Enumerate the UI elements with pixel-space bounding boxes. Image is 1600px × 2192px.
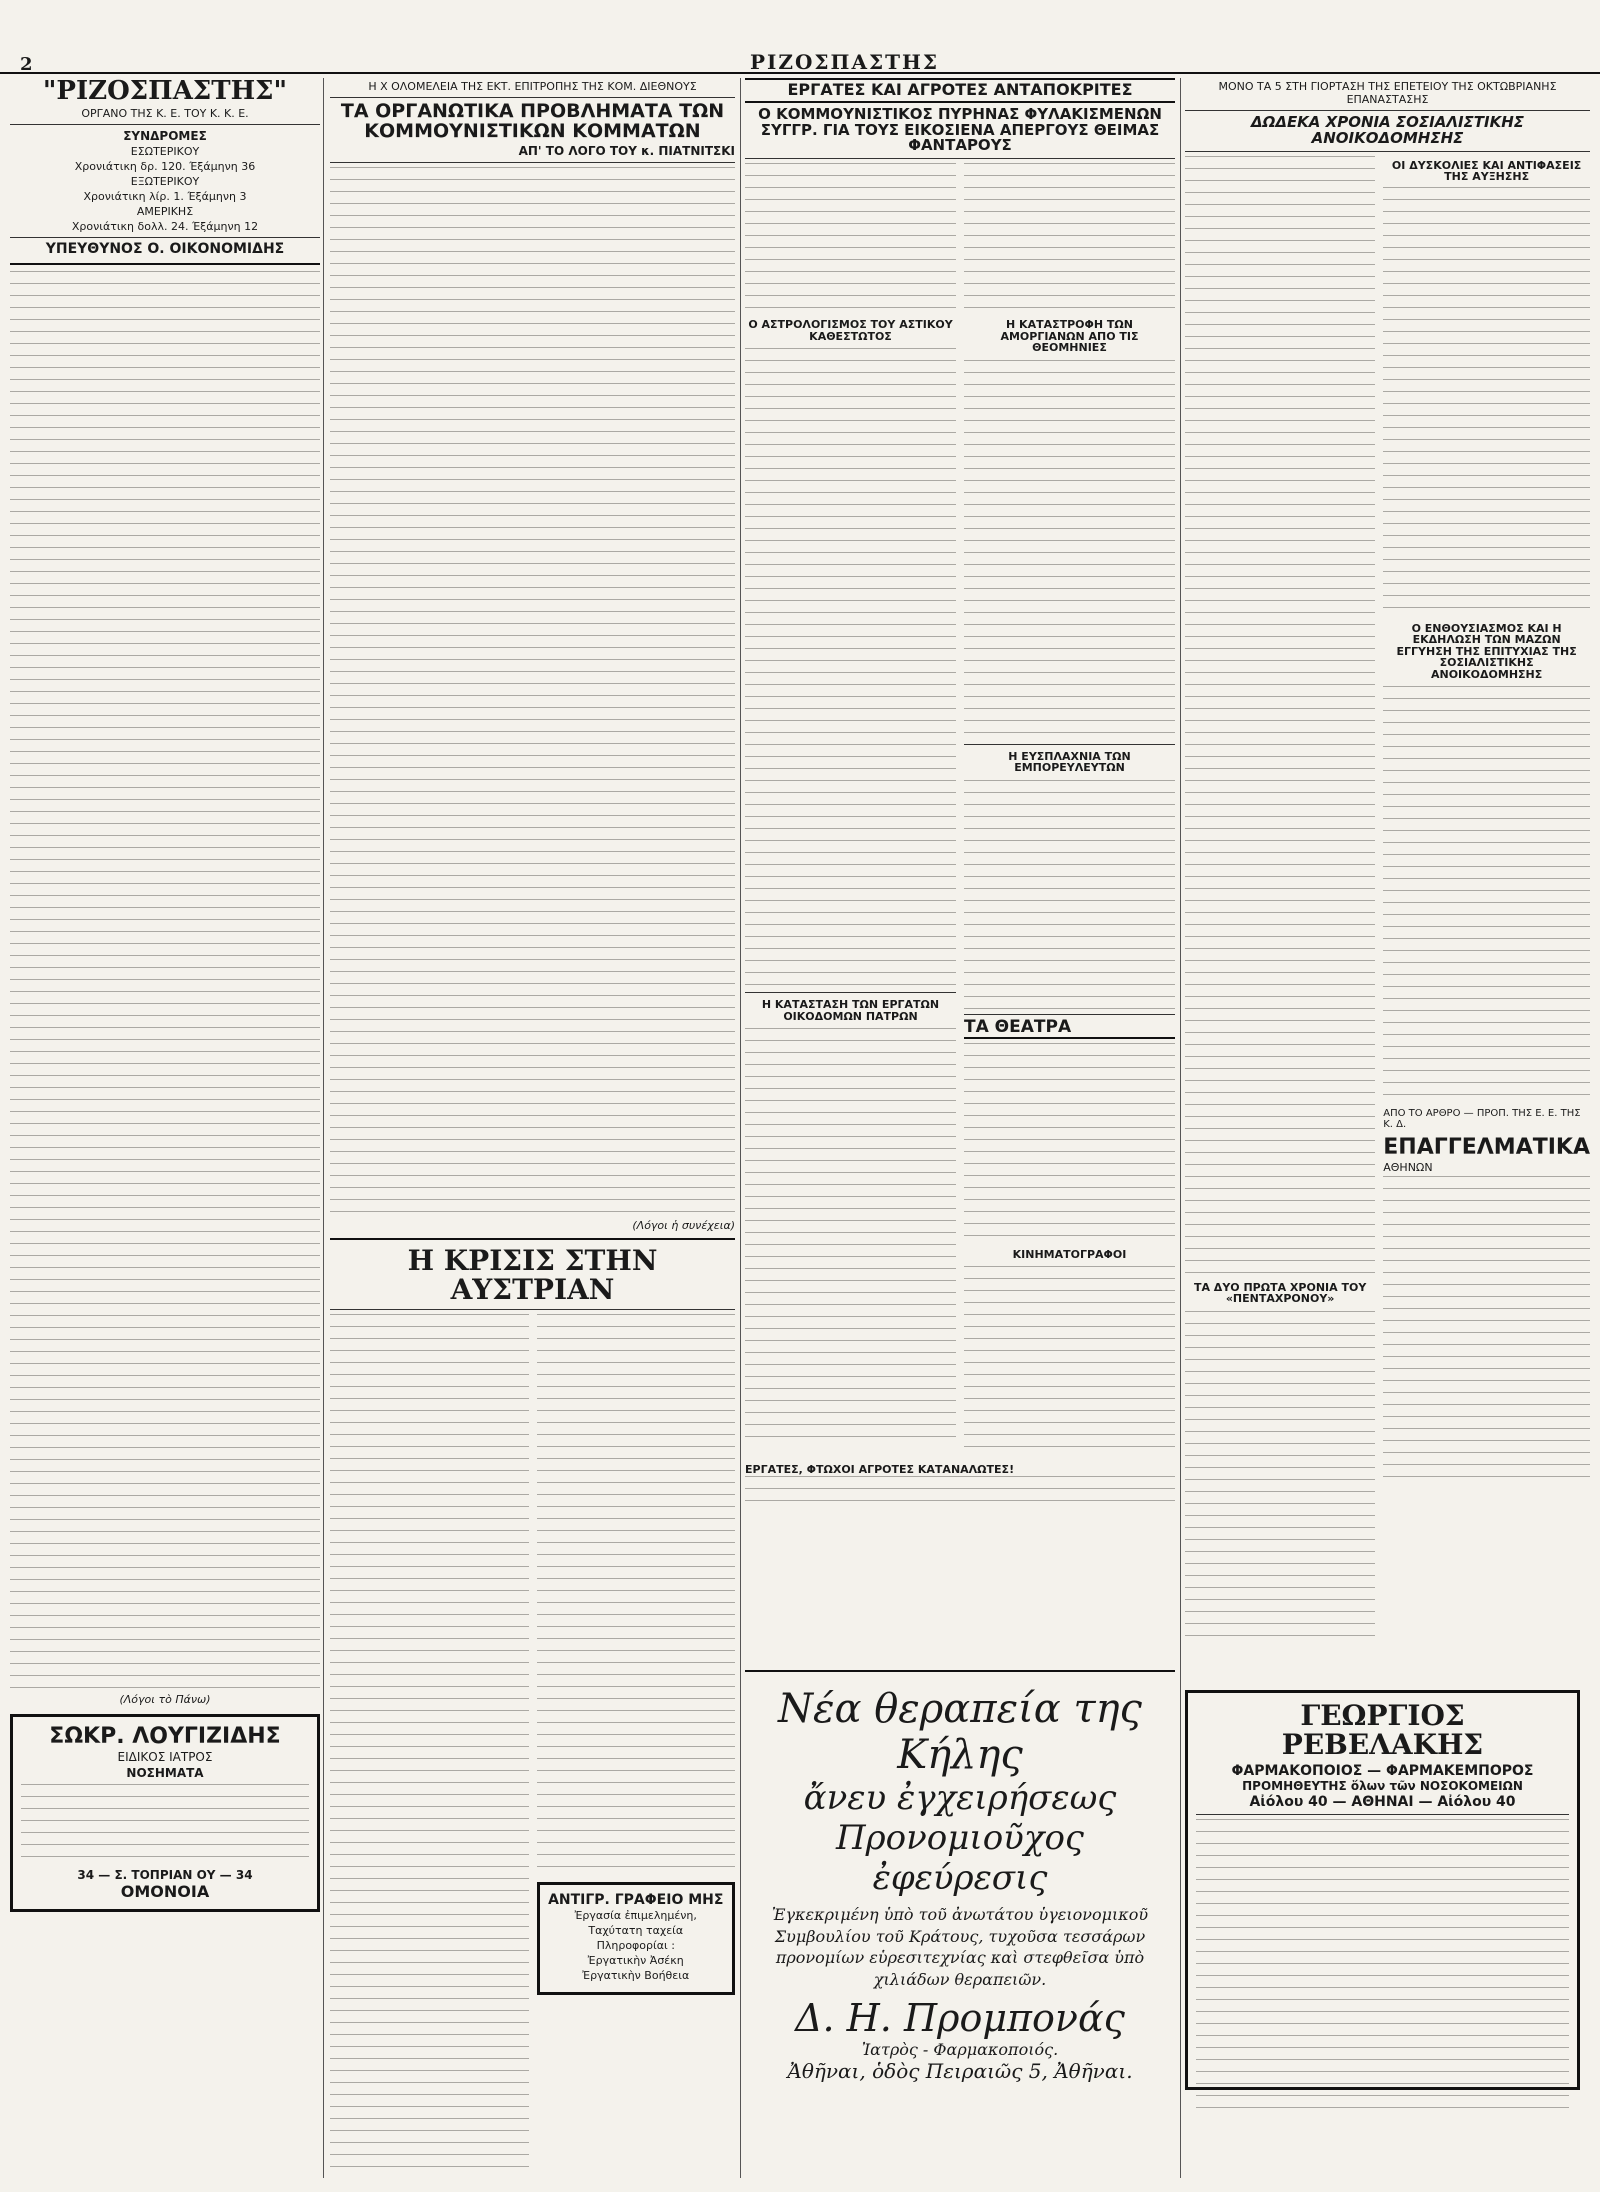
domestic-heading: ΕΣΩΤΕΡΙΚΟΥ [130, 145, 200, 159]
column-rule [1180, 78, 1181, 2178]
austria-article-text-2 [537, 1314, 736, 1874]
masthead-name: ΡΙΖΟΣΠΑΣΤΗΣ [750, 50, 940, 74]
organisation-headline: ΤΑ ΟΡΓΑΝΩΤΙΚΑ ΠΡΟΒΛΗΜΑΤΑ ΤΩΝ ΚΟΜΜΟΥΝΙΣΤΙΚΩΝ ΚΟΜΜΑΤΩΝ [340, 100, 725, 142]
hernia-ad-line2: ἄνευ ἐγχειρήσεως [803, 1778, 1117, 1818]
copy-office-ad [537, 1882, 736, 1996]
article-signature: (Λόγοι τὸ Πάνω) [119, 1692, 211, 1706]
twelve-years-headline: ΔΩΔΕΚΑ ΧΡΟΝΙΑ ΣΟΣΙΑΛΙΣΤΙΚΗΣ ΑΝΟΙΚΟΔΟΜΗΣΗΣ [1250, 113, 1525, 147]
workers-call: ΕΡΓΑΤΕΣ, ΦΤΩΧΟΙ ΑΓΡΟΤΕΣ ΚΑΤΑΝΑΛΩΤΕΣ! [745, 1463, 1015, 1477]
austria-headline: Η ΚΡΙΣΙΣ ΣΤΗΝ ΑΥΣΤΡΙΑΝ [407, 1243, 658, 1307]
hernia-ad-role: Ἰατρὸς - Φαρμακοποιός. [861, 2040, 1059, 2060]
column-rule [323, 78, 324, 2178]
patras-headline: Η ΚΑΤΑΣΤΑΣΗ ΤΩΝ ΕΡΓΑΤΩΝ ΟΙΚΟΔΟΜΩΝ ΠΑΤΡΩΝ [761, 998, 940, 1023]
workers-call-text [745, 1476, 1175, 1506]
doctor-name: ΣΩΚΡ. ΛΟΥΓΙΖΙΔΗΣ [49, 1723, 281, 1749]
paper-organ: ΟΡΓΑΝΟ ΤΗΣ Κ. Ε. ΤΟΥ Κ. Κ. Ε. [81, 107, 249, 121]
america-rates: Χρονιάτικη δολλ. 24. Έξάμηνη 12 [71, 220, 259, 234]
article-signature-col4: ΑΠΟ ΤΟ ΑΡΘΡΟ — ΠΡΟΠ. ΤΗΣ Ε. Ε. ΤΗΣ Κ. Δ. [1383, 1108, 1581, 1131]
astrology-headline: Ο ΑΣΤΡΟΛΟΓΙΣΜΟΣ ΤΟΥ ΑΣΤΙΚΟΥ ΚΑΘΕΣΤΩΤΟΣ [748, 318, 953, 343]
column-2 [330, 78, 735, 2188]
pharmacist-ad-text [1196, 1819, 1569, 2109]
abroad-heading: ΕΞΩΤΕΡΙΚΟΥ [130, 175, 200, 189]
doctor-ad-text [21, 1784, 309, 1864]
editor-line: ΥΠΕΥΘΥΝΟΣ Ο. ΟΙΚΟΝΟΜΙΔΗΣ [45, 241, 285, 258]
copy-office-line: Ἐργατικὴν Βοήθεια [582, 1969, 690, 1983]
doctor-role: ΕΙΔΙΚΟΣ ΙΑΤΡΟΣ [117, 1750, 213, 1765]
difficulties-heading: ΟΙ ΔΥΣΚΟΛΙΕΣ ΚΑΙ ΑΝΤΙΦΑΣΕΙΣ ΤΗΣ ΑΥΞΗΣΗΣ [1391, 158, 1582, 184]
correspondents-banner: ΕΡΓΑΤΕΣ ΚΑΙ ΑΓΡΟΤΕΣ ΑΝΤΑΠΟΚΡΙΤΕΣ [745, 78, 1175, 103]
first-two-years-text [1185, 1311, 1375, 1641]
theatres-heading: ΤΑ ΘΕΑΤΡΑ [964, 1019, 1175, 1039]
hernia-ad-line4: Ἐγκεκριμένη ὑπὸ τοῦ ἀνωτάτου ὑγειονομικοῦ Συμβουλίου τοῦ Κράτους, τυχοῦσα τεσσάρων προνομίων εὑρεσιτεχνίας καὶ στεφθεῖσα ὑπὸ χιλιάδων θεραπειῶν. [771, 1905, 1149, 1989]
copy-office-line: Πληροφορίαι : [596, 1939, 675, 1953]
doctor-ad [10, 1714, 320, 1912]
prisoners-headline: Ο ΚΟΜΜΟΥΝΙΣΤΙΚΟΣ ΠΥΡΗΝΑΣ ΦΥΛΑΚΙΣΜΕΝΩΝ ΣΥΓΓΡ. ΓΙΑ ΤΟΥΣ ΕΙΚΟΣΙΕΝΑ ΑΠΕΡΓΟΥΣ ΘΕΙΜΑΣ ΦΑΝΤΑΡΟΥΣ [758, 104, 1162, 155]
twelve-years-text [1185, 156, 1375, 1276]
hernia-ad-line1: Νέα θεραπεία της Κήλης [778, 1686, 1142, 1778]
pharmacist-ad [1185, 1690, 1580, 2090]
copy-office-title: ΑΝΤΙΓΡ. ΓΡΑΦΕΙΟ ΜΗΣ [548, 1891, 724, 1908]
doctor-specialty: ΝΟΣΗΜΑΤΑ [126, 1766, 204, 1781]
organisation-continues: (Λόγοι ἡ συνέχεια) [632, 1218, 735, 1232]
enthusiasm-text [1383, 686, 1590, 1106]
professional-heading: ΕΠΑΓΓΕΛΜΑΤΙΚΑ [1383, 1135, 1590, 1161]
austria-article-text [330, 1314, 529, 2174]
astrology-text [745, 348, 956, 988]
prisoners-text [745, 163, 956, 313]
domestic-rates: Χρονιάτικη δρ. 120. Έξάμηνη 36 [74, 160, 256, 174]
merchants-headline: Η ΕΥΣΠΛΑΧΝΙΑ ΤΩΝ ΕΜΠΟΡΕΥΛΕΥΤΩΝ [1008, 749, 1131, 775]
professional-text [1383, 1176, 1590, 1486]
anniversary-header: ΜΟΝΟ ΤΑ 5 ΣΤΗ ΓΙΟΡΤΑΣΗ ΤΗΣ ΕΠΕΤΕΙΟΥ ΤΗΣ ΟΚΤΩΒΡΙΑΝΗΣ ΕΠΑΝΑΣΤΑΣΗΣ [1218, 80, 1557, 106]
theatres-list [964, 1043, 1175, 1243]
hernia-ad-address: Ἀθῆναι, ὁδὸς Πειραιῶς 5, Ἀθῆναι. [787, 2059, 1133, 2084]
athens-heading: ΑΘΗΝΩΝ [1383, 1161, 1433, 1175]
page-number: 2 [20, 54, 33, 75]
abroad-rates: Χρονιάτικη λίρ. 1. Έξάμηνη 3 [83, 190, 247, 204]
prisoners-text-2 [964, 163, 1175, 313]
pharmacist-supplier: ΠΡΟΜΗΘΕΥΤΗΣ ὅλων τῶν ΝΟΣΟΚΟΜΕΙΩΝ [1242, 1779, 1523, 1794]
copy-office-line: Ἐργασία ἐπιμελημένη, [574, 1909, 697, 1923]
pharmacist-name: ΓΕΩΡΓΙΟΣ ΡΕΒΕΛΑΚΗΣ [1281, 1699, 1484, 1762]
doctor-address: 34 — Σ. ΤΟΠΡΙΑΝ ΟΥ — 34 [77, 1868, 253, 1883]
hernia-treatment-ad [745, 1670, 1175, 2092]
doctor-place: ΟΜΟΝΟΙΑ [120, 1882, 210, 1902]
copy-office-line: Ταχύτατη ταχεία [588, 1924, 684, 1938]
subscriptions-heading: ΣΥΝΔΡΟΜΕΣ [123, 129, 207, 144]
organisation-article-text [330, 167, 735, 1217]
cinemas-list [964, 1266, 1175, 1456]
hernia-ad-doctor: Δ. Η. Προμπονάς [795, 1996, 1125, 2041]
pharmacist-role: ΦΑΡΜΑΚΟΠΟΙΟΣ — ΦΑΡΜΑΚΕΜΠΟΡΟΣ [1231, 1762, 1534, 1779]
amorgos-headline: Η ΚΑΤΑΣΤΡΟΦΗ ΤΩΝ ΑΜΟΡΓΙΑΝΩΝ ΑΠΟ ΤΙΣ ΘΕΟΜΗΝΙΕΣ [1000, 318, 1139, 355]
article-text [10, 271, 320, 1691]
copy-office-line: Ἐργατικὴν Ἀσέκη [587, 1954, 684, 1968]
column-1 [10, 78, 320, 2188]
pharmacist-address: Αἰόλου 40 — ΑΘΗΝΑΙ — Αἰόλου 40 [1249, 1794, 1516, 1811]
difficulties-text [1383, 187, 1590, 617]
amorgos-text [964, 360, 1175, 740]
hernia-ad-line3: Προνομιοῦχος ἐφεύρεσις [836, 1818, 1084, 1898]
paper-title: "ΡΙΖΟΣΠΑΣΤΗΣ" [42, 78, 288, 106]
cinemas-heading: ΚΙΝΗΜΑΤΟΓΡΑΦΟΙ [1012, 1247, 1127, 1261]
first-two-years-heading: ΤΑ ΔΥΟ ΠΡΩΤΑ ΧΡΟΝΙΑ ΤΟΥ «ΠΕΝΤΑΧΡΟΝΟΥ» [1193, 1280, 1367, 1306]
america-heading: ΑΜΕΡΙΚΗΣ [136, 205, 194, 219]
enthusiasm-heading: Ο ΕΝΘΟΥΣΙΑΣΜΟΣ ΚΑΙ Η ΕΚΔΗΛΩΣΗ ΤΩΝ ΜΑΖΩΝ ΕΓΓΥΗΣΗ ΤΗΣ ΕΠΙΤΥΧΙΑΣ ΤΗΣ ΣΟΣΙΑΛΙΣΤΙΚΗΣ ΑΝΟΙΚΟΔΟΜΗΣΗΣ [1396, 621, 1577, 681]
patras-text [745, 1028, 956, 1448]
merchants-text [964, 780, 1175, 1010]
organisation-byline: ΑΠ' ΤΟ ΛΟΓΟ ΤΟΥ κ. ΠΙΑΤΝΙΤΣΚΙ [518, 143, 735, 158]
plenum-header: Η Χ ΟΛΟΜΕΛΕΙΑ ΤΗΣ ΕΚΤ. ΕΠΙΤΡΟΠΗΣ ΤΗΣ ΚΟΜ. ΔΙΕΘΝΟΥΣ [368, 80, 697, 93]
column-rule [740, 78, 741, 2178]
